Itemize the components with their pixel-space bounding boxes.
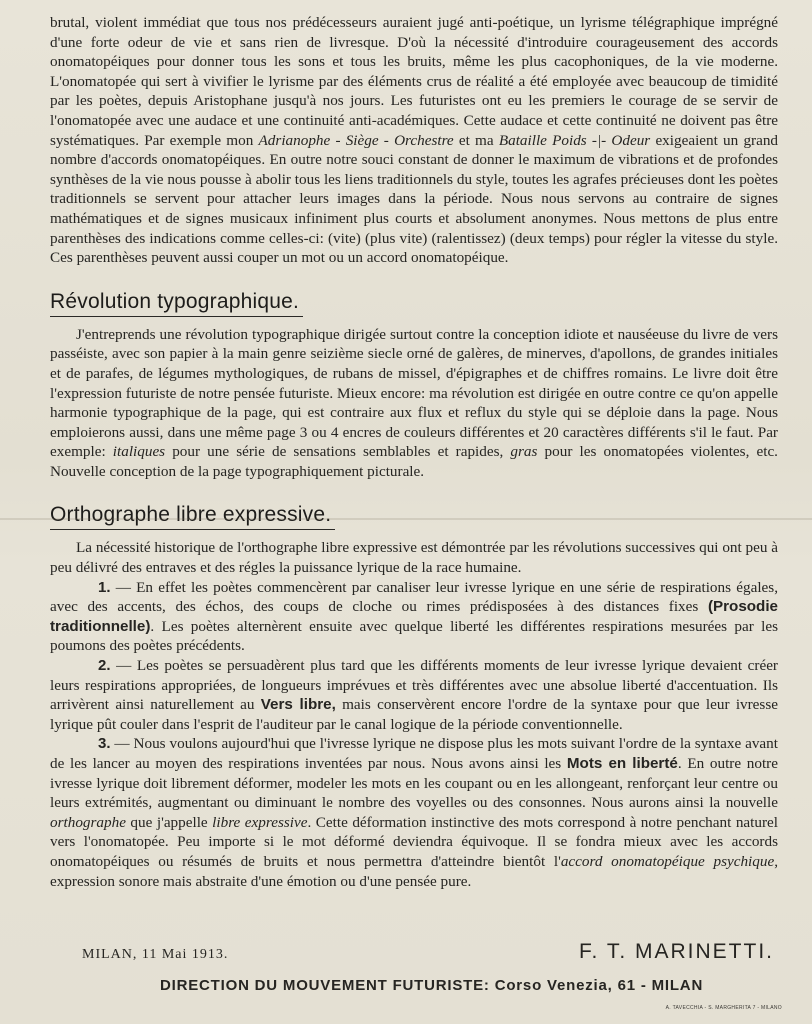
- signature-line: [82, 940, 774, 964]
- orthographe-intro: La nécessité historique de l'orthographe libre expressive est démontrée par les révolutions successives qui ont peu à peu délivré des entraves et des régles la puissance lyrique de la race humaine.: [50, 539, 778, 577]
- text: . En outre notre ivresse lyrique doit librement déformer, modeler les mots en les coupant ou en les allongeant, renforçant leur centre ou leurs extrémités, augmentant ou diminuant le nombre des voyelles ou des consonnes. Nous aurons ainsi la nouvelle: [50, 755, 778, 812]
- item-number: 3.: [98, 735, 111, 753]
- italic-word: libre expressive: [212, 813, 308, 831]
- typographie-paragraph: [50, 325, 778, 482]
- text: . Les poètes alternèrent ensuite avec quelque liberté les différentes respirations mesurées par les poumons des poètes précédents.: [50, 617, 778, 655]
- printer-imprint: A. TAVECCHIA - S. MARGHERITA 7 - MILANO: [665, 1005, 782, 1011]
- numbered-item-3: [50, 734, 778, 891]
- direction-footer: DIRECTION DU MOUVEMENT FUTURISTE: Corso Venezia, 61 - MILAN: [160, 977, 704, 994]
- signature: F. T. MARINETTI.: [579, 940, 774, 963]
- item-number: 1.: [98, 578, 111, 596]
- paper-fold: [0, 518, 812, 520]
- italic-phrase: accord onomatopéique psychique: [560, 852, 775, 870]
- text: mais conservèrent encore l'ordre de la syntaxe pour que leur ivresse lyrique pût couler dans l'esprit de l'auditeur par le canal logique de la période conventionnelle.: [50, 696, 778, 733]
- bold-term: Vers libre,: [260, 696, 336, 714]
- item-number: 2.: [98, 657, 111, 675]
- intro-paragraph: [50, 13, 778, 268]
- text: J'entreprends une révolution typographique dirigée surtout contre la conception idiote et nauséeuse du livre de vers passéiste, avec son papier à la main genre seizième siecle orné de galères, de minerves, d'apollons, de grandes initiales et de parafes, de légumes mythologiques, de rubans de missel, d'épigraphes et de chiffres romains. Le livre doit être l'expression futuriste de notre pensée futuriste. Mieux encore: ma révolution est dirigée en outre contre ce qu'on appelle harmonie typographique de la page, qui est contraire aux flux et reflux du style qui se déploie dans la page. Nous emploierons aussi, dans une même page 3 ou 4 encres de couleurs différentes et 20 caractères différents s'il le faut. Par exemple:: [50, 325, 778, 461]
- text: pour une série de sensations semblables et rapides,: [165, 443, 511, 461]
- section-heading-typographie: Révolution typographique.: [50, 290, 303, 317]
- italic-title: Adrianophe - Siège - Orchestre: [258, 131, 454, 149]
- text: que j'appelle: [125, 813, 213, 831]
- italic-word: gras: [510, 443, 538, 461]
- text: — Nous voulons aujourd'hui que l'ivresse lyrique ne dispose plus les mots suivant l'ordre de la syntaxe avant de les lancer au moyen des respirations inventées par nous. Nous avons ainsi les: [50, 735, 778, 772]
- italic-word: italiques: [112, 443, 166, 461]
- dateline: MILAN, 11 Mai 1913.: [82, 947, 229, 962]
- italic-word: orthographe: [50, 813, 126, 831]
- numbered-item-2: [50, 656, 778, 734]
- italic-title: Bataille Poids -|- Odeur: [498, 131, 651, 149]
- text: brutal, violent immédiat que tous nos prédécesseurs auraient jugé anti-poétique, un lyrisme télégraphique imprégné d'une forte odeur de vie et sans rien de livresque. D'où la nécessité d'introduire courageusement des accords onomatopéiques pour donner tous les sons et tous les bruits, même les plus cacophoniques, de la vie moderne. L'onomatopée qui sert à vivifier le lyrisme par des éléments crus de réalité a été employée avec beaucoup de timidité par les poètes, depuis Aristophane jusqu'à nos jours. Les futuristes ont eu les premiers le courage de se servir de l'onomatopée avec une audace et une continuité anti-académiques. Cette audace et cette continuité ne doivent pas être systématiques. Par exemple mon: [50, 14, 778, 149]
- text: — En effet les poètes commencèrent par canaliser leur ivresse lyrique en une série de respirations égales, avec des accents, des échos, des coups de cloche ou rimes prédisposées à des distances fixes: [50, 578, 778, 616]
- section-heading-orthographe: Orthographe libre expressive.: [50, 503, 335, 530]
- bold-term: Mots en liberté: [566, 755, 678, 772]
- text: pour les onomatopées violentes, etc. Nouvelle conception de la page typographiquement picturale.: [50, 443, 778, 480]
- text: . Cette déformation instinctive des mots correspond à notre penchant naturel vers l'onomatopée. Peu importe si le mot déformé deviendra équivoque. Il se fondra mieux avec les accords onomatopéiques ou résumés de bruits et nous permettra d'atteindre bientôt l': [50, 813, 778, 870]
- text: , expression sonore mais abstraite d'une émotion ou d'une pensée pure.: [50, 852, 778, 890]
- bold-term: (Prosodie traditionnelle): [50, 598, 778, 635]
- text: — Les poètes se persuadèrent plus tard que les différents moments de leur ivresse lyrique devaient créer leurs respirations appropriées, de longueurs imprévues et très différentes avec une absolue liberté d'accentuation. Ils arrivèrent ainsi naturellement au: [50, 657, 778, 714]
- numbered-item-1: [50, 578, 778, 656]
- text: exigeaient un grand nombre d'accords onomatopéiques. En outre notre souci constant de donner le maximum de vibrations et de profondes synthèses de la vie nous pousse à abolir tous les liens traditionnels du style, toutes les agrafes précieuses dont les poètes traditionnels se servent pour attacher leurs images dans la période. Nous nous servons au contraire de signes mathématiques et de signes musicaux infiniment plus courts et absolument anonymes. Nous mettons de plus entre parenthèses des indications comme celles-ci: (vite) (plus vite) (ralentissez) (deux temps) pour régler la vitesse du style. Ces parenthèses peuvent aussi couper un mot ou un accord onomatopéique.: [50, 131, 779, 267]
- text: et ma: [453, 131, 499, 149]
